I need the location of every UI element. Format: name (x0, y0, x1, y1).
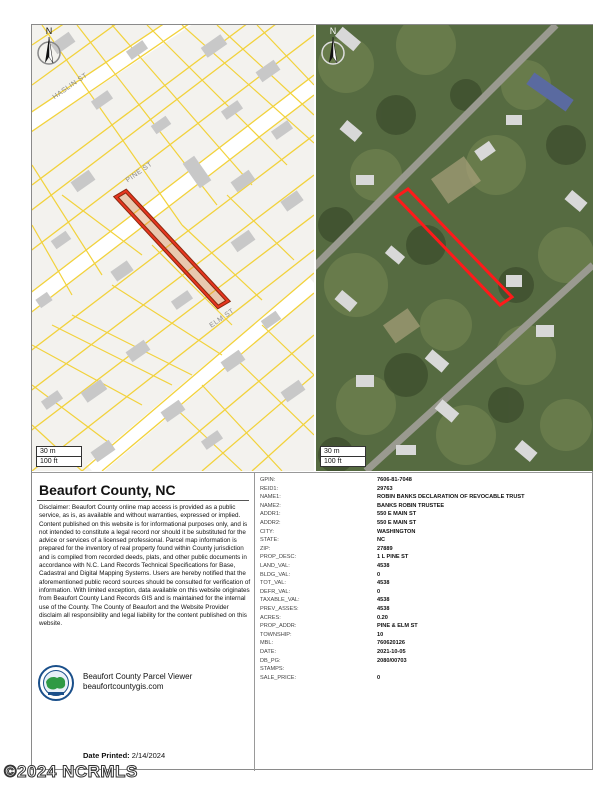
attribute-row (260, 502, 444, 511)
attribute-key: MBL: (260, 640, 274, 647)
attribute-row (260, 639, 405, 648)
attribute-key: TAXABLE_VAL: (260, 597, 300, 604)
attribute-value: 0 (377, 674, 381, 681)
svg-text:N: N (329, 26, 337, 36)
viewer-info (83, 672, 192, 692)
aerial-map-graphic (316, 25, 593, 471)
attribute-row (260, 605, 389, 614)
street-label: HASLIN ST (51, 71, 90, 102)
title-divider (37, 500, 249, 501)
viewer-url[interactable]: beaufortcountygis.com (83, 682, 164, 691)
date-printed-value: 2/14/2024 (131, 751, 166, 760)
north-arrow-icon (32, 25, 66, 67)
attribute-row (260, 631, 383, 640)
attribute-row (260, 588, 380, 597)
viewer-name: Beaufort County Parcel Viewer (83, 672, 193, 681)
attribute-key: DEFR_VAL: (260, 588, 291, 595)
attribute-value: 4538 (377, 563, 390, 569)
attribute-row (260, 657, 407, 666)
attribute-key: ADDR2: (260, 520, 281, 526)
north-arrow-icon (316, 25, 350, 67)
svg-text:N: N (45, 26, 53, 36)
parcel-map[interactable] (32, 25, 314, 471)
attribute-value: 760620126 (377, 640, 405, 647)
attribute-key: ACRES: (260, 614, 281, 621)
attribute-key: PROP_ADDR: (260, 623, 297, 630)
attribute-value: 4538 (377, 580, 390, 587)
attribute-key: CITY: (260, 528, 274, 535)
parcel-report-sheet (31, 24, 593, 770)
attribute-value: 0.20 (377, 614, 388, 621)
attribute-value: 7606-81-7048 (377, 477, 412, 483)
attribute-row (260, 493, 525, 502)
attribute-key: PROP_DESC: (260, 554, 297, 561)
attribute-row (260, 476, 412, 485)
attribute-value: NC (377, 537, 386, 544)
attribute-row (260, 528, 415, 537)
attribute-row (260, 553, 408, 562)
attribute-key: NAME2: (260, 502, 281, 509)
attribute-value: 1 L PINE ST (377, 554, 409, 561)
attribute-value: 10 (377, 631, 384, 638)
attribute-value: PINE & ELM ST (377, 623, 418, 630)
watermark: ©2024 NCRMLS (4, 762, 138, 781)
attribute-value: 0 (377, 571, 381, 578)
attribute-key: NAME1: (260, 494, 281, 501)
attribute-row (260, 648, 406, 657)
attribute-key: SALE_PRICE: (260, 674, 297, 681)
attribute-value: 4538 (377, 597, 390, 604)
street-label: PINE ST (124, 160, 154, 185)
attribute-key: DB_PG: (260, 657, 281, 664)
attribute-value: 550 E MAIN ST (377, 520, 417, 526)
attribute-row (260, 665, 377, 674)
scale-bar: 30 m 100 ft (320, 446, 366, 467)
attribute-value: 2080/00703 (377, 657, 407, 664)
attribute-key: ADDR1: (260, 511, 281, 518)
attribute-value: 29763 (377, 485, 393, 492)
attribute-row (260, 485, 393, 494)
attribute-row (260, 571, 380, 580)
attribute-row (260, 519, 416, 528)
attribute-value: ROBIN BANKS DECLARATION OF REVOCABLE TRUST (377, 494, 525, 501)
date-printed-label: Date Printed: (83, 751, 130, 760)
info-panel (32, 472, 255, 771)
attribute-value: BANKS ROBIN TRUSTEE (377, 502, 445, 509)
attribute-key: DATE: (260, 649, 277, 655)
attribute-row (260, 596, 389, 605)
attribute-row (260, 674, 380, 683)
attribute-row (260, 622, 418, 631)
attribute-value: 2021-10-05 (377, 649, 406, 655)
parcel-attributes (255, 472, 593, 771)
attribute-key: GPIN: (260, 477, 276, 483)
county-title: Beaufort County, NC (39, 482, 176, 498)
attribute-row (260, 545, 393, 554)
attribute-value: WASHINGTON (377, 528, 416, 535)
attribute-key: STATE: (260, 537, 279, 544)
disclaimer-text: Disclaimer: Beaufort County online map access is provided as a public service, as is, as available and without warranties, expressed or implied. Content published on this website is for informational purposes only, and is not intended to constitute a legal record nor should it be substituted for the advice or services of a licensed professional. Parcel map information is prepared for the inventory of real property found within County jurisdiction and is compiled from recorded deeds, plats, and other public documents in accordance with N.C. Land Records Technical Specifications for Base, Cadastral and Digital Mapping Systems. Users are hereby notified that the aforementioned public record sources should be consulted for verification of information. With limited exception, data available on this website originates from Beaufort County Land Records GIS and is maintained for the internal use of the County. The County of Beaufort and the Website Provider disclaim all responsibility and legal liability for the content published on this website. (39, 504, 251, 628)
attribute-key: STAMPS: (260, 666, 285, 673)
attribute-row (260, 536, 385, 545)
county-seal-icon (38, 665, 74, 701)
street-label: ELM ST (208, 307, 236, 330)
scale-bar: 30 m 100 ft (36, 446, 82, 467)
aerial-map[interactable] (316, 25, 593, 471)
date-printed (83, 751, 165, 760)
attribute-value: 0 (377, 588, 381, 595)
attribute-row (260, 510, 416, 519)
attribute-key: BLDG_VAL: (260, 571, 291, 578)
attribute-value: 550 E MAIN ST (377, 511, 417, 518)
attribute-key: TOT_VAL: (260, 580, 286, 587)
parcel-map-graphic (32, 25, 314, 471)
attribute-key: TOWNSHIP: (260, 631, 292, 638)
attribute-key: ZIP: (260, 545, 271, 552)
attribute-value: 4538 (377, 606, 390, 612)
attribute-value: 27889 (377, 545, 393, 552)
attribute-row (260, 614, 388, 623)
attribute-key: PREV_ASSES: (260, 606, 299, 612)
attribute-row (260, 579, 389, 588)
attribute-key: REID1: (260, 485, 279, 492)
attribute-row (260, 562, 389, 571)
attribute-key: LAND_VAL: (260, 563, 290, 569)
